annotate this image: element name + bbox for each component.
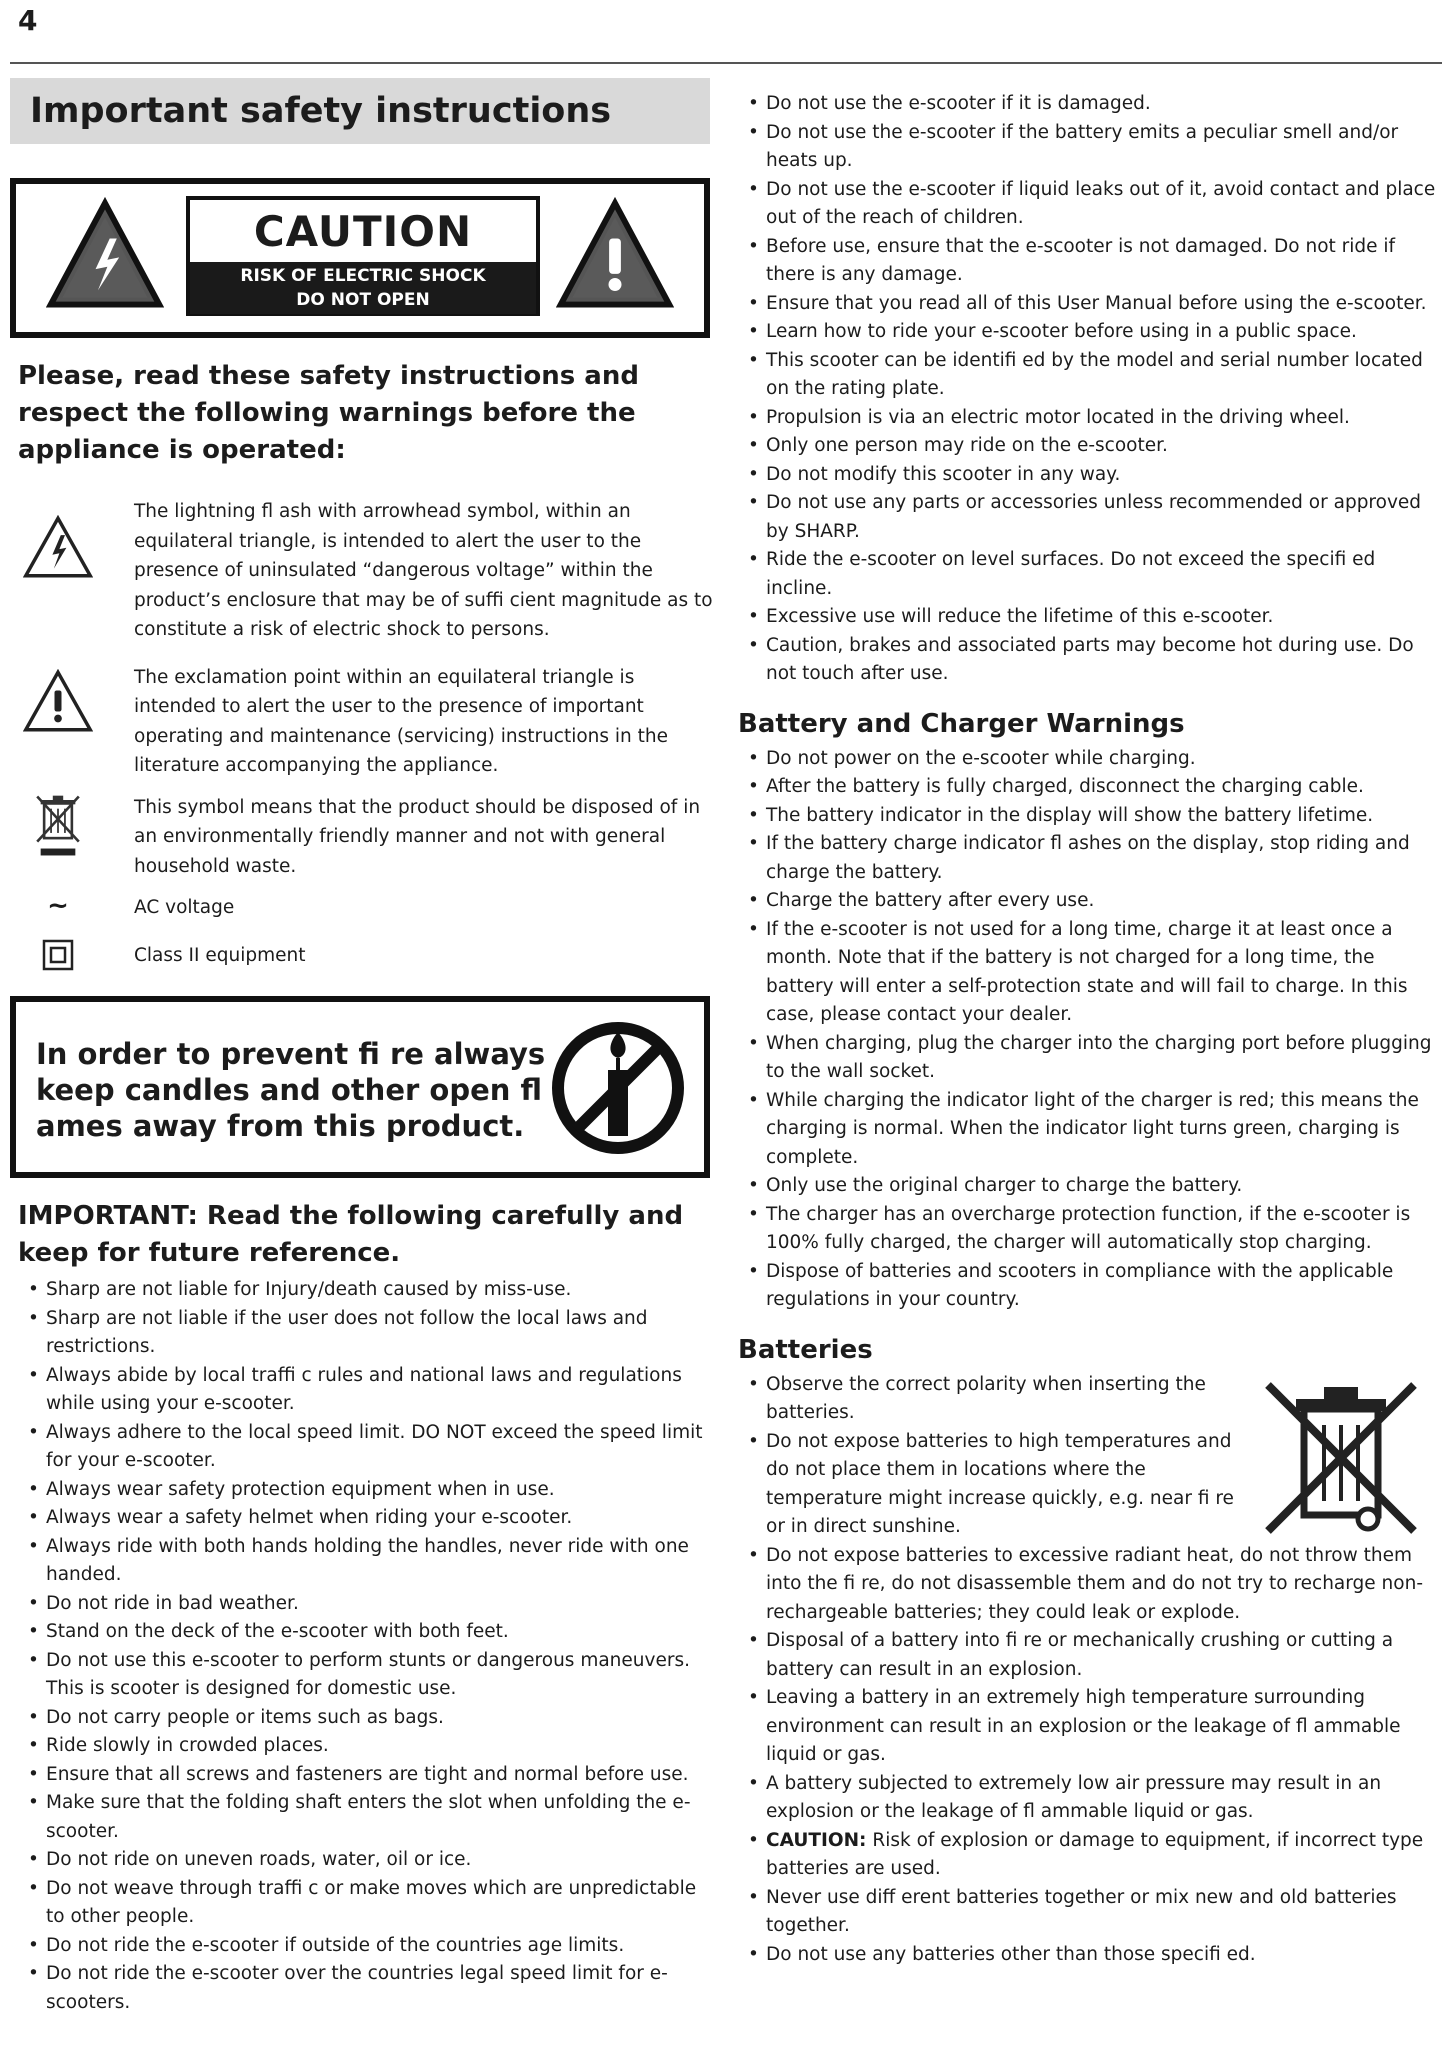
ac-voltage-icon: ~ bbox=[47, 891, 69, 921]
list-item: • A battery subjected to extremely low air pressure may result in an explosion or the leakage of fl ammable liquid or gas. bbox=[738, 1770, 1438, 1827]
candle-warning-box bbox=[10, 996, 710, 1178]
list-item: • The battery indicator in the display will show the battery lifetime. bbox=[738, 802, 1438, 831]
list-item: • Observe the correct polarity when inserting the batteries. bbox=[738, 1371, 1246, 1428]
lightning-triangle-icon bbox=[23, 515, 93, 579]
symbol-text-class-ii: Class II equipment bbox=[134, 944, 306, 966]
list-item: • Ensure that you read all of this User Manual before using the e-scooter. bbox=[738, 290, 1438, 319]
list-item: • Do not ride the e-scooter if outside of the countries age limits. bbox=[18, 1932, 710, 1961]
symbol-row-weee bbox=[18, 793, 710, 882]
list-item: • Ride slowly in crowded places. bbox=[18, 1732, 710, 1761]
list-item: • Excessive use will reduce the lifetime of this e-scooter. bbox=[738, 603, 1438, 632]
list-item: • Do not use this e-scooter to perform stunts or dangerous maneuvers. This is scooter is designed for domestic use. bbox=[18, 1647, 710, 1704]
list-item: • Caution, brakes and associated parts may become hot during use. Do not touch after use. bbox=[738, 632, 1438, 689]
list-item: • Do not power on the e-scooter while charging. bbox=[738, 745, 1438, 774]
caution-text-inline: Risk of explosion or damage to equipment, if incorrect type batteries are used. bbox=[766, 1829, 1424, 1879]
list-item: • Only use the original charger to charge the battery. bbox=[738, 1172, 1438, 1201]
list-item: • After the battery is fully charged, disconnect the charging cable. bbox=[738, 773, 1438, 802]
list-item: • Make sure that the folding shaft enters the slot when unfolding the e-scooter. bbox=[18, 1789, 710, 1846]
list-item: • Charge the battery after every use. bbox=[738, 887, 1438, 916]
symbol-text-weee: This symbol means that the product should be disposed of in an environmentally friendly manner and not with general household waste. bbox=[134, 796, 701, 877]
list-item: • Only one person may ride on the e-scooter. bbox=[738, 432, 1438, 461]
symbol-row-exclamation bbox=[18, 663, 710, 781]
exclamation-triangle-icon bbox=[556, 196, 674, 314]
right-column bbox=[738, 90, 1438, 1969]
caution-subtitle bbox=[190, 262, 536, 314]
list-item: • Ensure that all screws and fasteners are tight and normal before use. bbox=[18, 1761, 710, 1790]
symbol-text-exclamation: The exclamation point within an equilateral triangle is intended to alert the user to the presence of important operating and maintenance (servicing) instructions in the literature accompanying the appliance. bbox=[134, 666, 669, 776]
list-item: • Always adhere to the local speed limit. DO NOT exceed the speed limit for your e-scooter. bbox=[18, 1419, 710, 1476]
list-item: • If the e-scooter is not used for a long time, charge it at least once a month. Note that if the battery is not charged for a long time, the battery will enter a self-protection state and will fail to charge. In this case, please contact your dealer. bbox=[738, 916, 1438, 1030]
list-item: • If the battery charge indicator fl ashes on the display, stop riding and charge the battery. bbox=[738, 830, 1438, 887]
list-item: • Learn how to ride your e-scooter before using in a public space. bbox=[738, 318, 1438, 347]
symbol-text-ac: AC voltage bbox=[134, 897, 235, 918]
symbol-row-ac bbox=[18, 893, 710, 923]
symbol-row-class-ii bbox=[18, 941, 710, 971]
list-item: • Ride the e-scooter on level surfaces. Do not exceed the specifi ed incline. bbox=[738, 546, 1438, 603]
battery-charger-heading: Battery and Charger Warnings bbox=[738, 708, 1185, 739]
symbol-row-lightning bbox=[18, 497, 713, 645]
caution-label bbox=[10, 178, 710, 338]
list-item: • Before use, ensure that the e-scooter is not damaged. Do not ride if there is any damage. bbox=[738, 233, 1438, 290]
batteries-section bbox=[738, 1333, 1438, 1970]
list-item: • Always abide by local traffi c rules and national laws and regulations while using your e-scooter. bbox=[18, 1362, 710, 1419]
list-item: • Do not use any batteries other than those specifi ed. bbox=[738, 1941, 1438, 1970]
list-item: • When charging, plug the charger into the charging port before plugging to the wall socket. bbox=[738, 1030, 1438, 1087]
page-number: 4 bbox=[18, 4, 38, 37]
list-item: • This scooter can be identifi ed by the model and serial number located on the rating plate. bbox=[738, 347, 1438, 404]
list-item: • Do not expose batteries to high temperatures and do not place them in locations where the temperature might increase quickly, e.g. near fi re or in direct sunshine. bbox=[738, 1428, 1246, 1542]
list-item: • Sharp are not liable if the user does not follow the local laws and restrictions. bbox=[18, 1305, 710, 1362]
important-list bbox=[10, 1276, 710, 2017]
list-item: • Do not use the e-scooter if it is damaged. bbox=[738, 90, 1438, 119]
section-title: Important safety instructions bbox=[10, 78, 710, 144]
list-item: • Always wear a safety helmet when riding your e-scooter. bbox=[18, 1504, 710, 1533]
header-rule bbox=[10, 62, 1442, 64]
list-item: • Never use diff erent batteries together or mix new and old batteries together. bbox=[738, 1884, 1438, 1941]
symbol-text-lightning: The lightning fl ash with arrowhead symbol, within an equilateral triangle, is intended to alert the user to the presence of uninsulated “dangerous voltage” within the product’s enclosure that may be of suffi cient magnitude as to constitute a risk of electric shock to persons. bbox=[134, 501, 713, 640]
list-item: • Do not modify this scooter in any way. bbox=[738, 461, 1438, 490]
candle-warning-text: In order to prevent fi re always keep candles and other open fl ames away from this product. bbox=[36, 1037, 546, 1143]
caution-label-inline: CAUTION: bbox=[766, 1829, 867, 1851]
caution-title: CAUTION bbox=[253, 207, 473, 256]
crossed-bin-icon bbox=[1256, 1373, 1426, 1543]
class-ii-icon bbox=[42, 939, 74, 971]
list-item: • Stand on the deck of the e-scooter with both feet. bbox=[18, 1618, 710, 1647]
exclamation-triangle-icon bbox=[23, 669, 93, 733]
list-item: • Always ride with both hands holding the handles, never ride with one handed. bbox=[18, 1533, 710, 1590]
general-warnings-list bbox=[738, 90, 1438, 689]
list-item: • Do not weave through traffi c or make moves which are unpredictable to other people. bbox=[18, 1875, 710, 1932]
battery-charger-list bbox=[738, 745, 1438, 1315]
list-item: • Sharp are not liable for Injury/death caused by miss-use. bbox=[18, 1276, 710, 1305]
important-heading: IMPORTANT: Read the following carefully and keep for future reference. bbox=[18, 1201, 684, 1268]
batteries-heading: Batteries bbox=[738, 1334, 873, 1365]
crossed-bin-icon bbox=[32, 793, 84, 859]
caution-line-1: RISK OF ELECTRIC SHOCK bbox=[240, 266, 486, 286]
list-item: • Do not ride in bad weather. bbox=[18, 1590, 710, 1619]
list-item: • Do not use any parts or accessories unless recommended or approved by SHARP. bbox=[738, 489, 1438, 546]
list-item: • Do not use the e-scooter if the battery emits a peculiar smell and/or heats up. bbox=[738, 119, 1438, 176]
no-open-flame-icon bbox=[548, 1018, 688, 1158]
list-item: • Always wear safety protection equipment when in use. bbox=[18, 1476, 710, 1505]
list-item: • Do not expose batteries to excessive radiant heat, do not throw them into the fi re, do not disassemble them and do not try to recharge non-rechargeable batteries; they could leak or explode. bbox=[738, 1542, 1438, 1628]
intro-heading: Please, read these safety instructions and respect the following warnings before the appliance is operated: bbox=[18, 361, 639, 465]
list-item: • Disposal of a battery into fi re or mechanically crushing or cutting a battery can result in an explosion. bbox=[738, 1627, 1438, 1684]
list-item: • Do not ride on uneven roads, water, oil or ice. bbox=[18, 1846, 710, 1875]
list-item: • Do not ride the e-scooter over the countries legal speed limit for e-scooters. bbox=[18, 1960, 710, 2017]
list-item: • Propulsion is via an electric motor located in the driving wheel. bbox=[738, 404, 1438, 433]
list-item: • While charging the indicator light of the charger is red; this means the charging is normal. When the indicator light turns green, charging is complete. bbox=[738, 1087, 1438, 1173]
lightning-triangle-icon bbox=[46, 196, 164, 314]
caution-line-2: DO NOT OPEN bbox=[296, 290, 430, 310]
list-item: • Do not use the e-scooter if liquid leaks out of it, avoid contact and place out of the reach of children. bbox=[738, 176, 1438, 233]
list-item: • Leaving a battery in an extremely high temperature surrounding environment can result in an explosion or the leakage of fl ammable liquid or gas. bbox=[738, 1684, 1438, 1770]
caution-text-block bbox=[186, 196, 540, 316]
list-item: • Dispose of batteries and scooters in compliance with the applicable regulations in your country. bbox=[738, 1258, 1438, 1315]
left-column bbox=[10, 78, 713, 2017]
list-item bbox=[738, 1827, 1438, 1884]
list-item: • The charger has an overcharge protection function, if the e-scooter is 100% fully charged, the charger will automatically stop charging. bbox=[738, 1201, 1438, 1258]
list-item: • Do not carry people or items such as bags. bbox=[18, 1704, 710, 1733]
